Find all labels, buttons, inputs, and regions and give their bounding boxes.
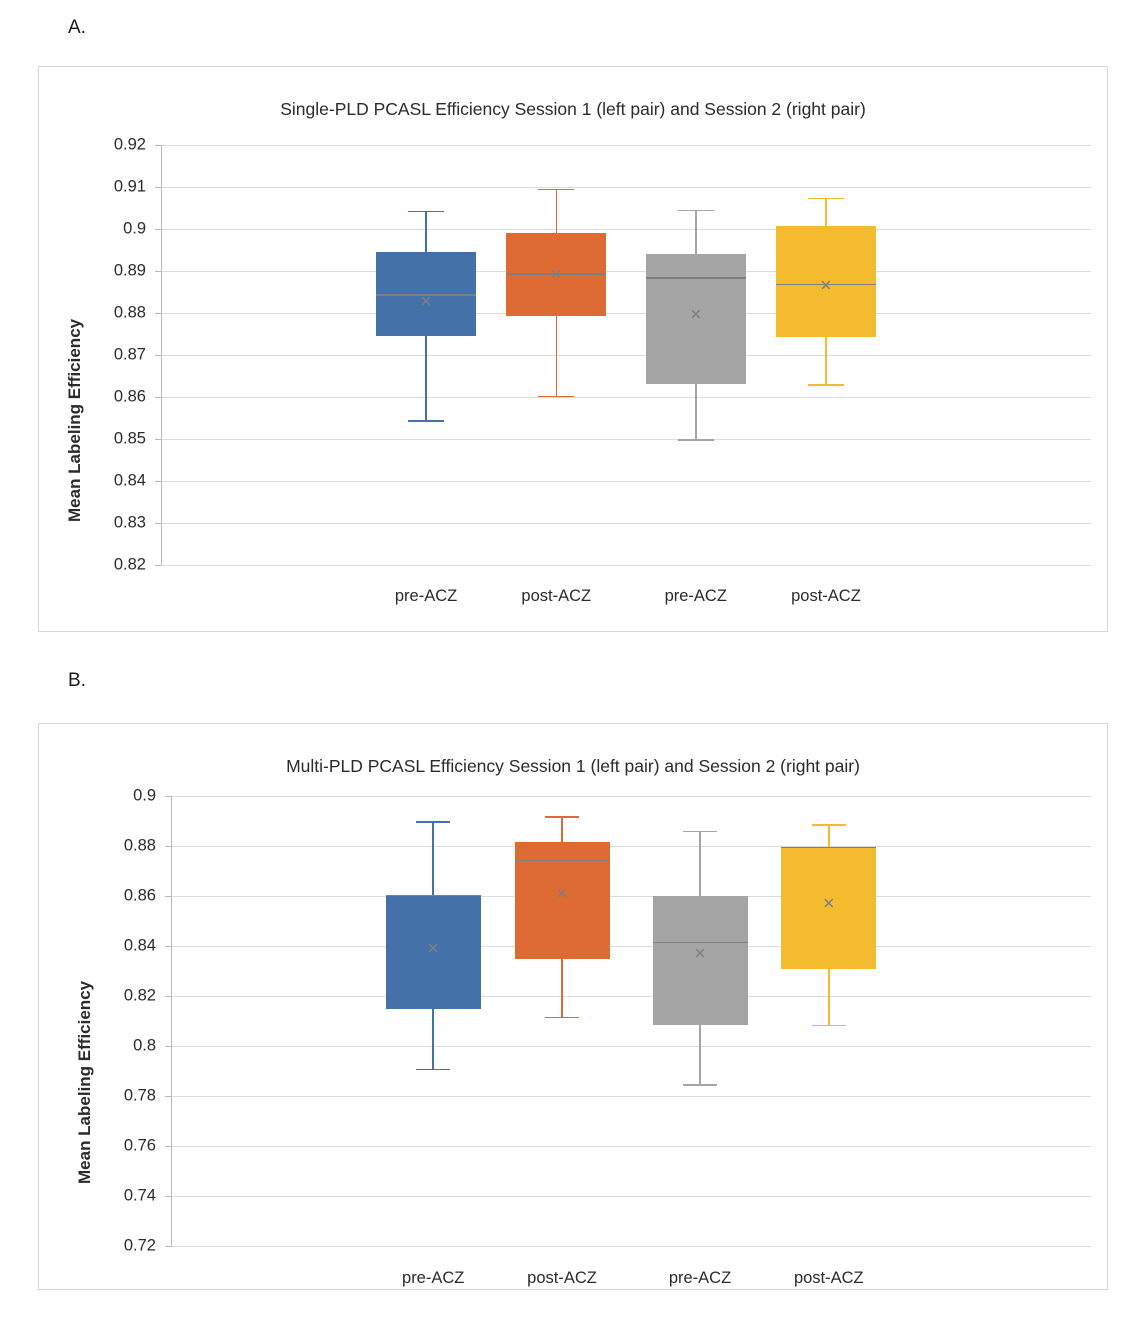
gridline: [161, 481, 1091, 482]
mean-marker: ✕: [419, 293, 433, 311]
y-axis-label-a: Mean Labeling Efficiency: [65, 318, 84, 522]
gridline: [171, 896, 1091, 897]
mean-marker: ✕: [555, 885, 569, 902]
gridline: [171, 1046, 1091, 1047]
gridline: [171, 946, 1091, 947]
plot-area-a: [113, 135, 1091, 574]
mean-marker: ✕: [426, 940, 440, 957]
whisker-cap-upper: [416, 821, 450, 823]
whisker-cap-upper: [808, 198, 844, 200]
chart-title-a: Single-PLD PCASL Efficiency Session 1 (left pair) and Session 2 (right pair): [280, 99, 866, 119]
plot-area-b: [123, 786, 1091, 1255]
mean-marker: ✕: [822, 895, 836, 913]
y-tick-label: 0.8: [133, 1036, 156, 1055]
whisker-cap-upper: [408, 211, 444, 213]
y-tick-label: 0.74: [123, 1186, 156, 1205]
y-axis-line: [171, 796, 172, 1246]
whisker-cap-lower: [808, 384, 844, 386]
whisker-cap-upper: [812, 824, 846, 826]
y-axis-label-b: Mean Labeling Efficiency: [75, 980, 94, 1184]
gridline: [171, 996, 1091, 997]
y-tick-label: 0.86: [123, 886, 156, 905]
gridline: [161, 145, 1091, 146]
y-tick-label: 0.89: [113, 261, 146, 280]
y-tick-label: 0.88: [123, 836, 156, 855]
whisker-cap-upper: [683, 831, 717, 833]
gridline: [161, 271, 1091, 272]
gridline: [161, 397, 1091, 398]
y-tick-mark: [165, 1246, 171, 1247]
gridline: [171, 1196, 1091, 1197]
y-tick-label: 0.88: [113, 303, 146, 322]
whisker-cap-upper: [678, 210, 714, 212]
x-axis-category-label: post-ACZ: [527, 1269, 597, 1287]
gridline: [171, 846, 1091, 847]
y-tick-label: 0.86: [113, 387, 146, 406]
panel-a-label: A.: [68, 17, 86, 38]
whisker-cap-lower: [538, 396, 574, 398]
y-tick-label: 0.85: [113, 429, 146, 448]
y-tick-label: 0.83: [113, 513, 146, 532]
gridline: [161, 313, 1091, 314]
median-line: [386, 895, 481, 897]
y-tick-label: 0.78: [123, 1086, 156, 1105]
y-tick-label: 0.87: [113, 345, 146, 364]
x-axis-category-label: pre-ACZ: [668, 1269, 732, 1287]
panel-b-label: B.: [68, 670, 86, 691]
whisker-cap-lower: [408, 420, 444, 422]
whisker-cap-upper: [538, 189, 574, 191]
gridline: [171, 796, 1091, 797]
x-axis-category-label: pre-ACZ: [402, 1269, 465, 1287]
y-tick-label: 0.82: [113, 555, 146, 574]
median-line: [653, 942, 748, 944]
chart-panel-b: [38, 723, 1108, 1290]
whisker-cap-lower: [416, 1069, 450, 1071]
whisker-cap-upper: [545, 816, 579, 818]
mean-marker: ✕: [689, 306, 703, 324]
y-axis-line: [161, 145, 162, 565]
mean-marker: ✕: [693, 945, 707, 962]
y-tick-label: 0.91: [113, 177, 146, 196]
x-axis-category-label: pre-ACZ: [394, 587, 458, 605]
y-tick-label: 0.84: [113, 471, 146, 490]
gridline: [171, 1146, 1091, 1147]
x-axis-category-label: post-ACZ: [791, 587, 861, 605]
gridline: [171, 1246, 1091, 1247]
whisker-cap-lower: [683, 1084, 717, 1086]
mean-marker: ✕: [819, 277, 833, 295]
x-axis-category-label: post-ACZ: [521, 587, 592, 605]
gridline: [161, 229, 1091, 230]
mean-marker: ✕: [549, 266, 563, 284]
gridline: [161, 439, 1091, 440]
x-axis-category-label: pre-ACZ: [664, 587, 727, 605]
y-tick-label: 0.76: [123, 1136, 156, 1155]
gridline: [161, 523, 1091, 524]
y-tick-mark: [155, 565, 161, 566]
y-tick-label: 0.82: [123, 986, 156, 1005]
y-tick-label: 0.72: [123, 1236, 156, 1255]
gridline: [171, 1096, 1091, 1097]
y-tick-label: 0.9: [133, 786, 156, 805]
whisker-cap-lower: [812, 1025, 846, 1027]
median-line: [646, 277, 746, 279]
y-tick-label: 0.92: [113, 135, 146, 154]
y-tick-label: 0.9: [123, 219, 146, 238]
whisker-cap-lower: [545, 1017, 579, 1019]
chart-panel-a: [38, 66, 1108, 632]
median-line: [515, 860, 610, 862]
chart-title-b: Multi-PLD PCASL Efficiency Session 1 (left pair) and Session 2 (right pair): [286, 756, 860, 776]
x-axis-category-label: post-ACZ: [793, 1269, 864, 1287]
whisker-cap-lower: [678, 439, 714, 441]
gridline: [161, 187, 1091, 188]
y-tick-label: 0.84: [123, 936, 156, 955]
gridline: [161, 565, 1091, 566]
median-line: [781, 847, 876, 849]
gridline: [161, 355, 1091, 356]
